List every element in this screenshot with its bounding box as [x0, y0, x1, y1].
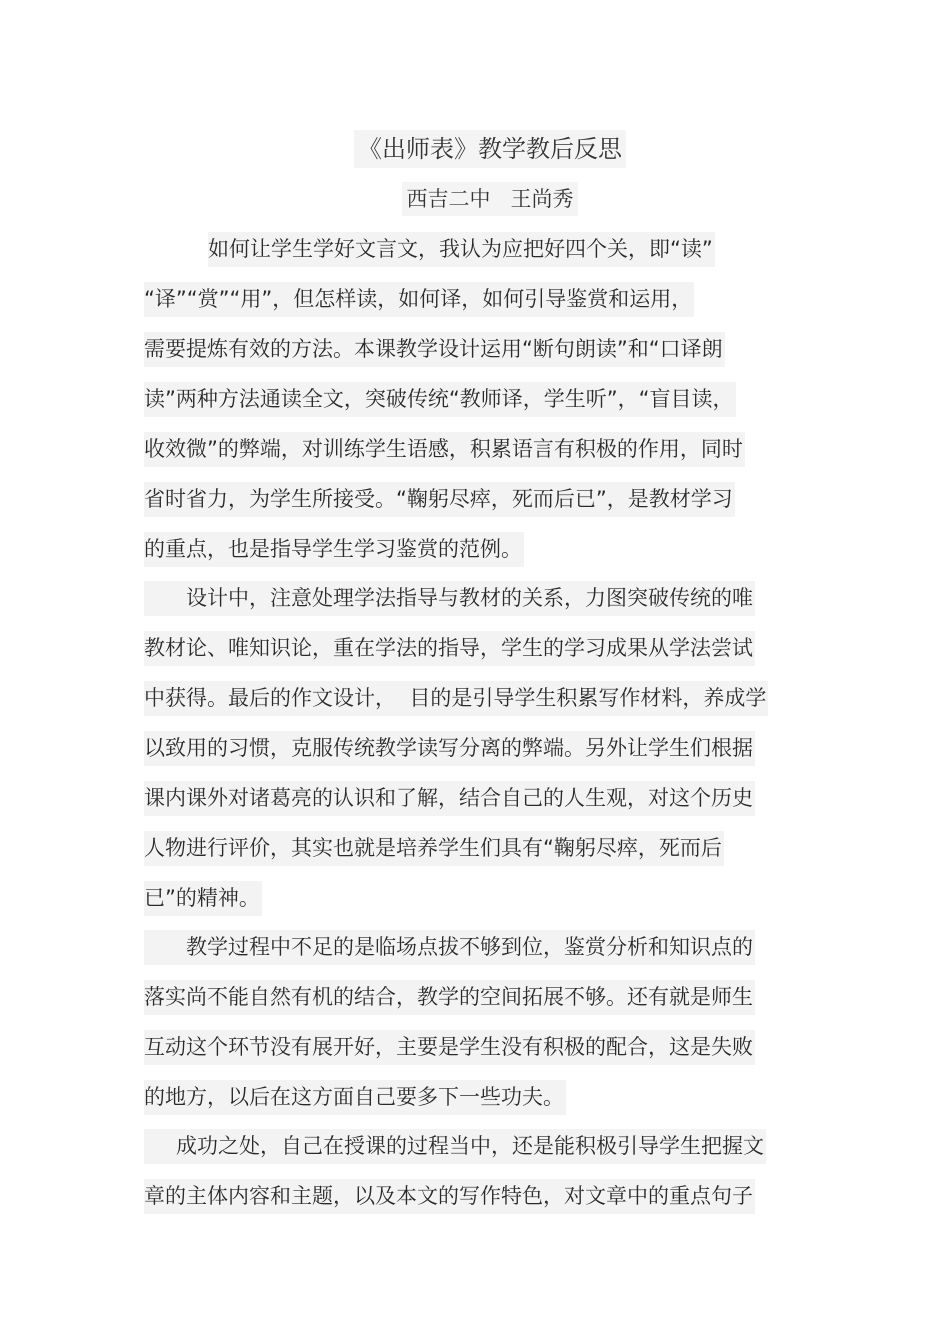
text-line: 以致用的习惯，克服传统教学读写分离的弊端。另外让学生们根据	[144, 723, 834, 773]
paragraph-2	[144, 573, 834, 923]
text-line: “译”“赏”“用”，但怎样读，如何译，如何引导鉴赏和运用，	[144, 274, 834, 324]
text-line: 成功之处，自己在授课的过程当中，还是能积极引导学生把握文	[144, 1121, 834, 1171]
document-title: 《出师表》教学教后反思	[354, 130, 626, 168]
text-line: 章的主体内容和主题，以及本文的写作特色，对文章中的重点句子	[144, 1171, 834, 1221]
text-line: 需要提炼有效的方法。本课教学设计运用“断句朗读”和“口译朗	[144, 324, 834, 374]
text-line: 课内课外对诸葛亮的认识和了解，结合自己的人生观，对这个历史	[144, 773, 834, 823]
text-line: 省时省力，为学生所接受。“鞠躬尽瘁，死而后已”，是教材学习	[144, 474, 834, 524]
paragraph-1	[144, 224, 834, 574]
byline-row	[0, 182, 950, 218]
text-line: 的重点，也是指导学生学习鉴赏的范例。	[144, 524, 834, 574]
text-line: 互动这个环节没有展开好，主要是学生没有积极的配合，这是失败	[144, 1022, 834, 1072]
text-line: 中获得。最后的作文设计， 目的是引导学生积累写作材料，养成学	[144, 673, 834, 723]
text-line: 收效微”的弊端，对训练学生语感，积累语言有积极的作用，同时	[144, 424, 834, 474]
text-line: 落实尚不能自然有机的结合，教学的空间拓展不够。还有就是师生	[144, 972, 834, 1022]
text-line: 如何让学生学好文言文，我认为应把好四个关，即“读”	[144, 224, 834, 274]
paragraph-4	[144, 1121, 834, 1221]
text-line: 设计中，注意处理学法指导与教材的关系，力图突破传统的唯	[144, 573, 834, 623]
text-line: 已”的精神。	[144, 873, 834, 923]
author-byline: 西吉二中 王尚秀	[402, 182, 577, 216]
paragraph-3	[144, 922, 834, 1122]
text-line: 教学过程中不足的是临场点拔不够到位，鉴赏分析和知识点的	[144, 922, 834, 972]
text-line: 的地方，以后在这方面自己要多下一些功夫。	[144, 1072, 834, 1122]
text-line: 读”两种方法通读全文，突破传统“教师译，学生听”，“盲目读，	[144, 374, 834, 424]
title-row	[0, 130, 950, 170]
text-line: 人物进行评价，其实也就是培养学生们具有“鞠躬尽瘁，死而后	[144, 823, 834, 873]
text-line: 教材论、唯知识论，重在学法的指导，学生的学习成果从学法尝试	[144, 623, 834, 673]
